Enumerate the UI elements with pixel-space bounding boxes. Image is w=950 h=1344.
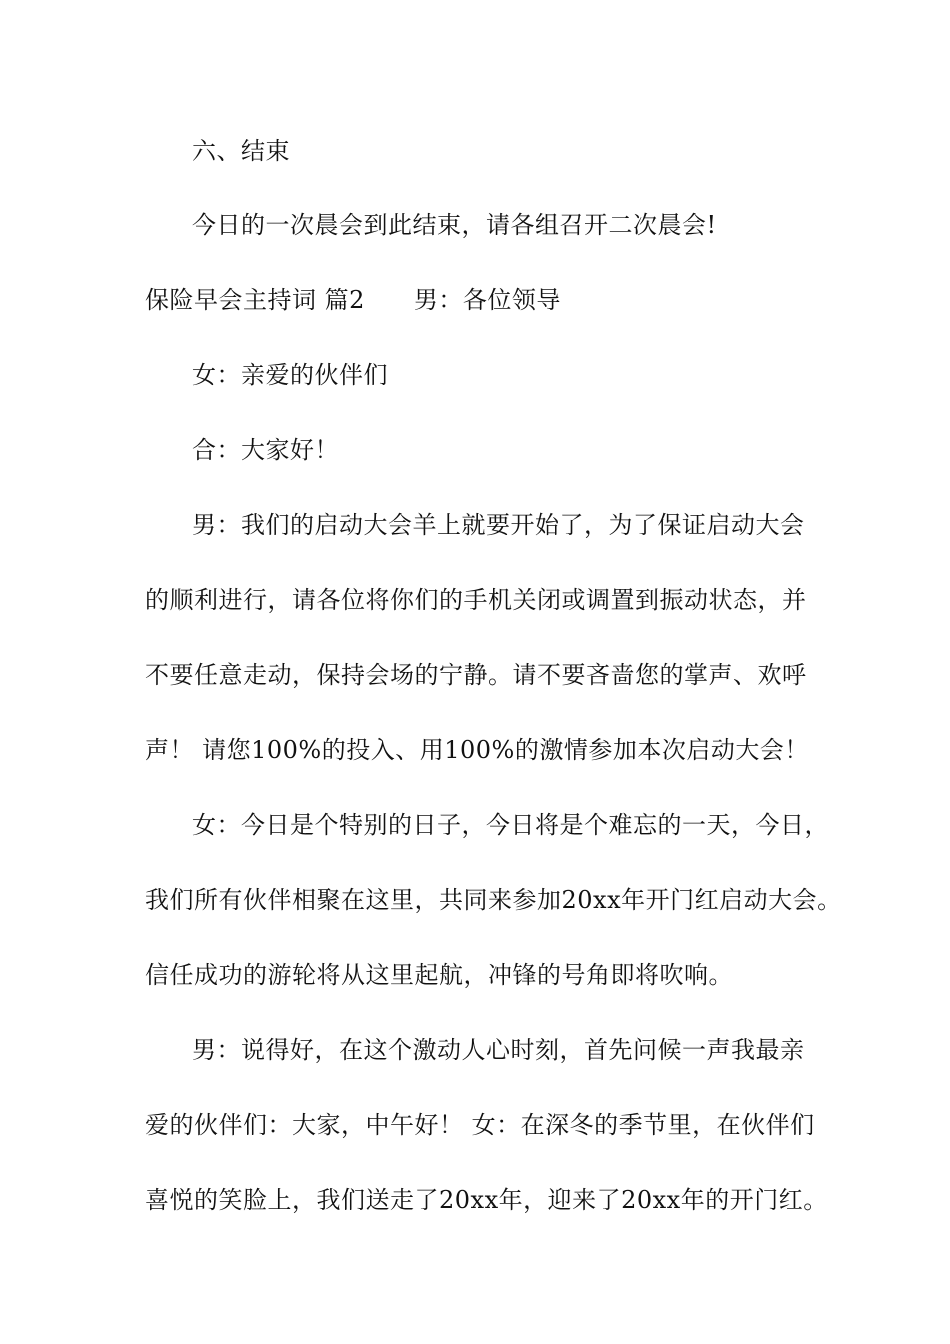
paragraph-line: 我们所有伙伴相聚在这里，共同来参加20xx年开门红启动大会。 [145, 886, 842, 914]
paragraph-line: 信任成功的游轮将从这里起航，冲锋的号角即将吹响。 [145, 961, 733, 989]
paragraph-line: 女：今日是个特别的日子，今日将是个难忘的一天，今日， [192, 811, 829, 839]
section-title-line: 保险早会主持词 篇2 男：各位领导 [145, 286, 561, 314]
paragraph-line: 男：我们的启动大会羊上就要开始了，为了保证启动大会 [192, 511, 805, 539]
paragraph-line: 合：大家好！ [192, 436, 339, 464]
paragraph-line: 的顺利进行，请各位将你们的手机关闭或调置到振动状态，并 [145, 586, 807, 614]
paragraph-line: 喜悦的笑脸上，我们送走了20xx年，迎来了20xx年的开门红。 [145, 1186, 828, 1214]
paragraph-line: 女：亲爱的伙伴们 [192, 361, 388, 389]
section-heading: 六、结束 [192, 137, 290, 165]
paragraph-line: 男：说得好，在这个激动人心时刻，首先问候一声我最亲 [192, 1036, 805, 1064]
paragraph-line: 爱的伙伴们：大家，中午好！ 女：在深冬的季节里，在伙伴们 [145, 1111, 815, 1139]
paragraph-line: 声！ 请您100%的投入、用100%的激情参加本次启动大会！ [145, 736, 809, 764]
paragraph-line: 不要任意走动，保持会场的宁静。请不要吝啬您的掌声、欢呼 [145, 661, 807, 689]
paragraph-line: 今日的一次晨会到此结束，请各组召开二次晨会! [192, 211, 717, 239]
